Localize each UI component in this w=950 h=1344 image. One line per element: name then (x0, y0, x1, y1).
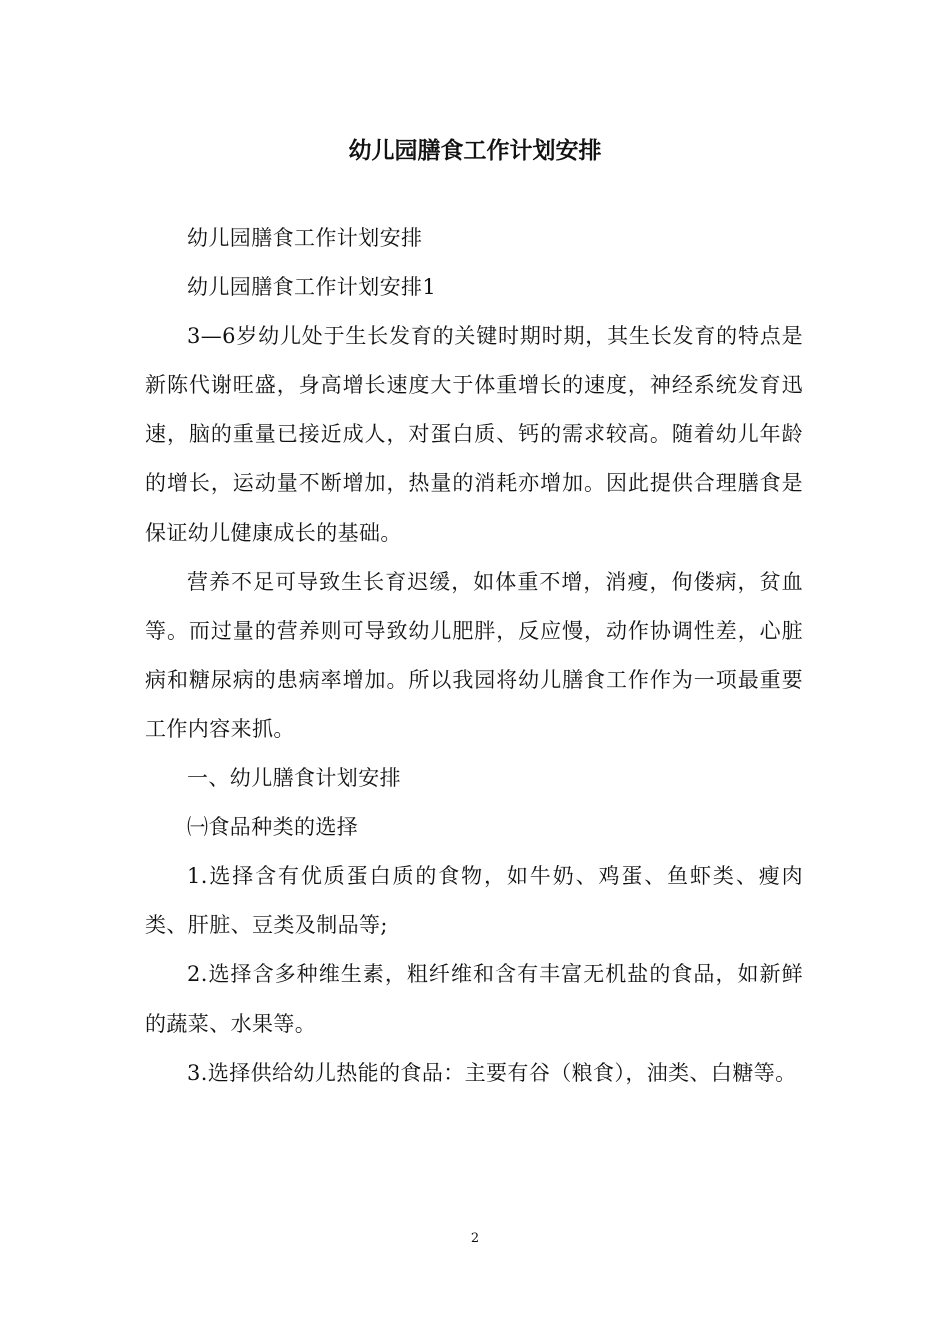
document-title: 幼儿园膳食工作计划安排 (348, 138, 602, 164)
list-item-1: 1.选择含有优质蛋白质的食物，如牛奶、鸡蛋、鱼虾类、瘦肉类、肝脏、豆类及制品等; (145, 864, 803, 938)
paragraph-section-title: 幼儿园膳食工作计划安排1 (187, 275, 437, 300)
list-item-3: 3.选择供给幼儿热能的食品：主要有谷（粮食），油类、白糖等。 (187, 1060, 797, 1085)
paragraph-nutrition: 营养不足可导致生长育迟缓，如体重不增，消瘦，佝偻病，贫血等。而过量的营养则可导致幼儿肥胖，反应慢，动作协调性差，心脏病和糖尿病的患病率增加。所以我园将幼儿膳食工作作为一项最重要工作内容来抓。 (145, 569, 803, 741)
paragraph-intro: 3—6岁幼儿处于生长发育的关键时期时期，其生长发育的特点是新陈代谢旺盛，身高增长速度大于体重增长的速度，神经系统发育迅速，脑的重量已接近成人，对蛋白质、钙的需求较高。随着幼儿年龄的增长，运动量不断增加，热量的消耗亦增加。因此提供合理膳食是保证幼儿健康成长的基础。 (145, 324, 803, 545)
list-item-2: 2.选择含多种维生素，粗纤维和含有丰富无机盐的食品，如新鲜的蔬菜、水果等。 (145, 962, 803, 1036)
document-body (145, 214, 803, 1098)
paragraph-plan-heading: 一、幼儿膳食计划安排 (187, 766, 401, 791)
paragraph-heading-repeat: 幼儿园膳食工作计划安排 (187, 226, 423, 250)
page-number: 2 (470, 1231, 480, 1246)
paragraph-food-selection: ㈠食品种类的选择 (187, 815, 359, 840)
